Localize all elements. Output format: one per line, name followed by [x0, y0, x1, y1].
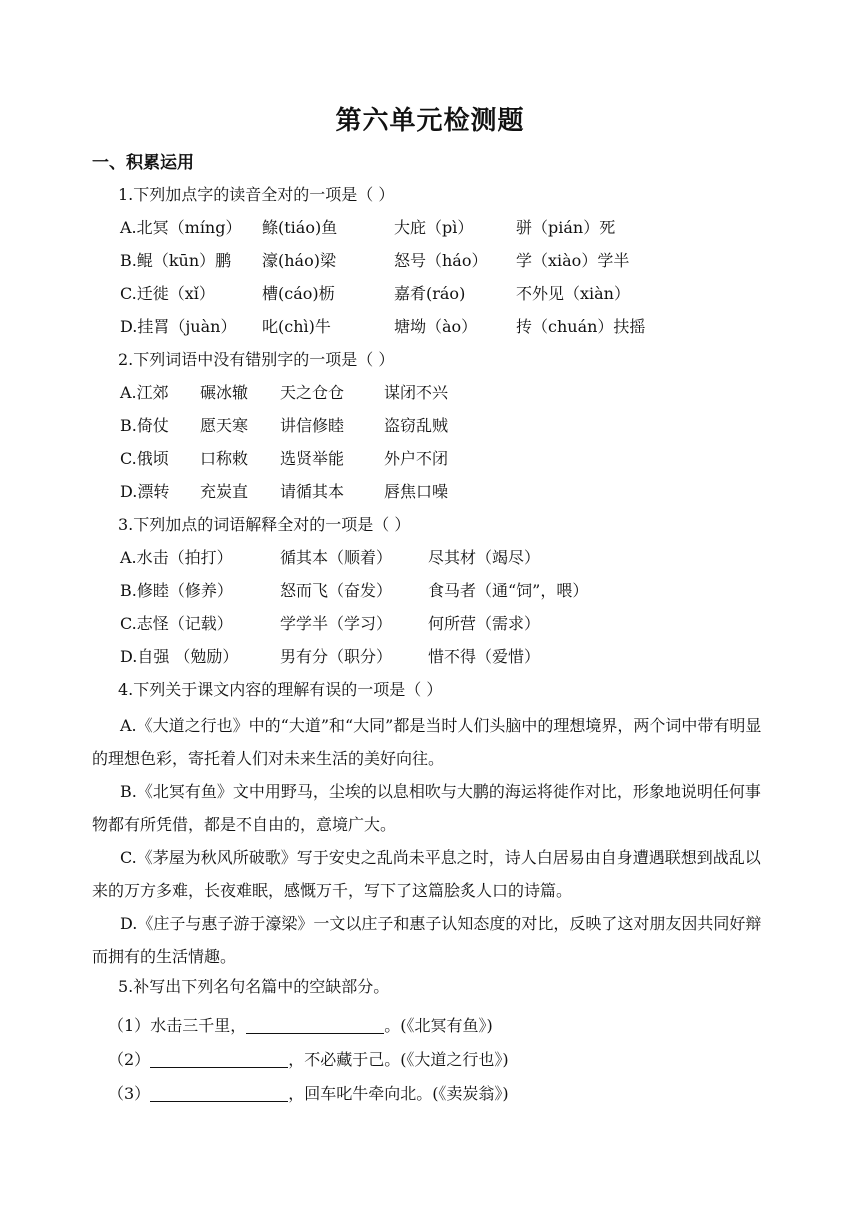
fill-blank-item-1	[108, 1015, 493, 1037]
q1-option-d-1: D.挂罥（juàn）	[120, 317, 237, 336]
q1-option-d-3: 塘坳（ào）	[394, 317, 478, 336]
q2-option-b-2: 愿天寒	[200, 416, 249, 435]
q1-option-d-4: 抟（chuán）扶摇	[516, 317, 646, 336]
q2-option-a-4: 谋闭不兴	[384, 383, 449, 402]
q2-option-b-4: 盗窃乱贼	[384, 416, 449, 435]
q2-option-b-3: 讲信修睦	[280, 416, 345, 435]
answer-blank[interactable]	[246, 1017, 384, 1034]
q1-option-a-1: A.北冥（míng）	[120, 218, 242, 237]
q2-option-b-1: B.倚仗	[120, 416, 169, 435]
q3-option-c-2: 学学半（学习）	[280, 614, 393, 633]
q2-option-d-3: 请循其本	[280, 482, 345, 501]
question-5-stem: 5.补写出下列名句名篇中的空缺部分。	[118, 977, 390, 996]
q4-option-d: D.《庄子与惠子游于濠梁》一文以庄子和惠子认知态度的对比，反映了这对朋友因共同好辩而拥有的生活情趣。	[92, 914, 762, 966]
question-4-stem: 4.下列关于课文内容的理解有误的一项是（ ）	[118, 680, 443, 699]
q4-option-b: B.《北冥有鱼》文中用野马，尘埃的以息相吹与大鹏的海运将徙作对比，形象地说明任何事物都有所凭借，都是不自由的，意境广大。	[92, 782, 761, 834]
q4-option-c: C.《茅屋为秋风所破歌》写于安史之乱尚未平息之时，诗人白居易由自身遭遇联想到战乱以来的万方多难，长夜难眠，感慨万千，写下了这篇脍炙人口的诗篇。	[92, 848, 761, 900]
q4-option-a: A.《大道之行也》中的“大道”和“大同”都是当时人们头脑中的理想境界，两个词中带有明显的理想色彩，寄托着人们对未来生活的美好向往。	[92, 716, 762, 768]
q1-option-b-3: 怒号（háo）	[394, 251, 488, 270]
q3-option-d-3: 惜不得（爱惜）	[428, 647, 541, 666]
fill-blank-item-3	[108, 1083, 509, 1105]
q1-option-b-1: B.鲲（kūn）鹏	[120, 251, 232, 270]
question-2-stem: 2.下列词语中没有错别字的一项是（ ）	[118, 350, 395, 369]
item-number: （3）	[108, 1084, 151, 1103]
q1-option-c-4: 不外见（xiàn）	[516, 284, 630, 303]
q2-option-a-3: 天之仓仓	[280, 383, 345, 402]
q2-option-c-4: 外户不闭	[384, 449, 449, 468]
q2-option-d-4: 唇焦口噪	[384, 482, 449, 501]
q3-option-b-2: 怒而飞（奋发）	[280, 581, 393, 600]
q1-option-a-4: 骈（pián）死	[516, 218, 616, 237]
q1-option-b-4: 学（xiào）学半	[516, 251, 630, 270]
item-number: （2）	[108, 1050, 151, 1069]
q2-option-c-2: 口称敕	[200, 449, 249, 468]
fill-blank-item-2	[108, 1049, 509, 1071]
question-3-stem: 3.下列加点的词语解释全对的一项是（ ）	[118, 515, 411, 534]
q1-option-c-1: C.迁徙（xǐ）	[120, 284, 215, 303]
q1-option-a-3: 大庇（pì）	[394, 218, 474, 237]
q3-option-b-3: 食马者（通“饲”，喂）	[428, 581, 589, 600]
answer-blank[interactable]	[150, 1085, 288, 1102]
q3-option-c-1: C.志怪（记载）	[120, 614, 233, 633]
q2-option-c-1: C.俄顷	[120, 449, 169, 468]
q1-option-c-2: 槽(cáo)枥	[262, 284, 335, 303]
section-heading: 一、积累运用	[92, 153, 194, 173]
q3-option-a-2: 循其本（顺着）	[280, 548, 393, 567]
q1-option-c-3: 嘉肴(ráo)	[394, 284, 466, 303]
q2-option-d-1: D.漂转	[120, 482, 170, 501]
item-text-after: ，不必藏于己。(《大道之行也》)	[288, 1050, 509, 1069]
answer-blank[interactable]	[150, 1051, 288, 1068]
page-title: 第六单元检测题	[335, 106, 525, 136]
item-text-after: 。(《北冥有鱼》)	[384, 1016, 493, 1035]
q3-option-a-1: A.水击（拍打）	[120, 548, 233, 567]
q1-option-b-2: 濠(háo)梁	[262, 251, 336, 270]
item-text-after: ，回车叱牛牵向北。(《卖炭翁》)	[288, 1084, 509, 1103]
q3-option-c-3: 何所营（需求）	[428, 614, 541, 633]
q2-option-a-2: 碾冰辙	[200, 383, 249, 402]
question-1-stem: 1.下列加点字的读音全对的一项是（ ）	[118, 185, 395, 204]
q2-option-d-2: 充炭直	[200, 482, 249, 501]
q3-option-d-1: D.自强 （勉励）	[120, 647, 239, 666]
q1-option-a-2: 鲦(tiáo)鱼	[262, 218, 338, 237]
q3-option-b-1: B.修睦（修养）	[120, 581, 233, 600]
q1-option-d-2: 叱(chì)牛	[262, 317, 331, 336]
q2-option-a-1: A.江郊	[120, 383, 169, 402]
q3-option-a-3: 尽其材（竭尽）	[428, 548, 541, 567]
item-text-before: 水击三千里，	[150, 1016, 247, 1035]
q2-option-c-3: 选贤举能	[280, 449, 345, 468]
q3-option-d-2: 男有分（职分）	[280, 647, 393, 666]
item-number: （1）	[108, 1016, 151, 1035]
